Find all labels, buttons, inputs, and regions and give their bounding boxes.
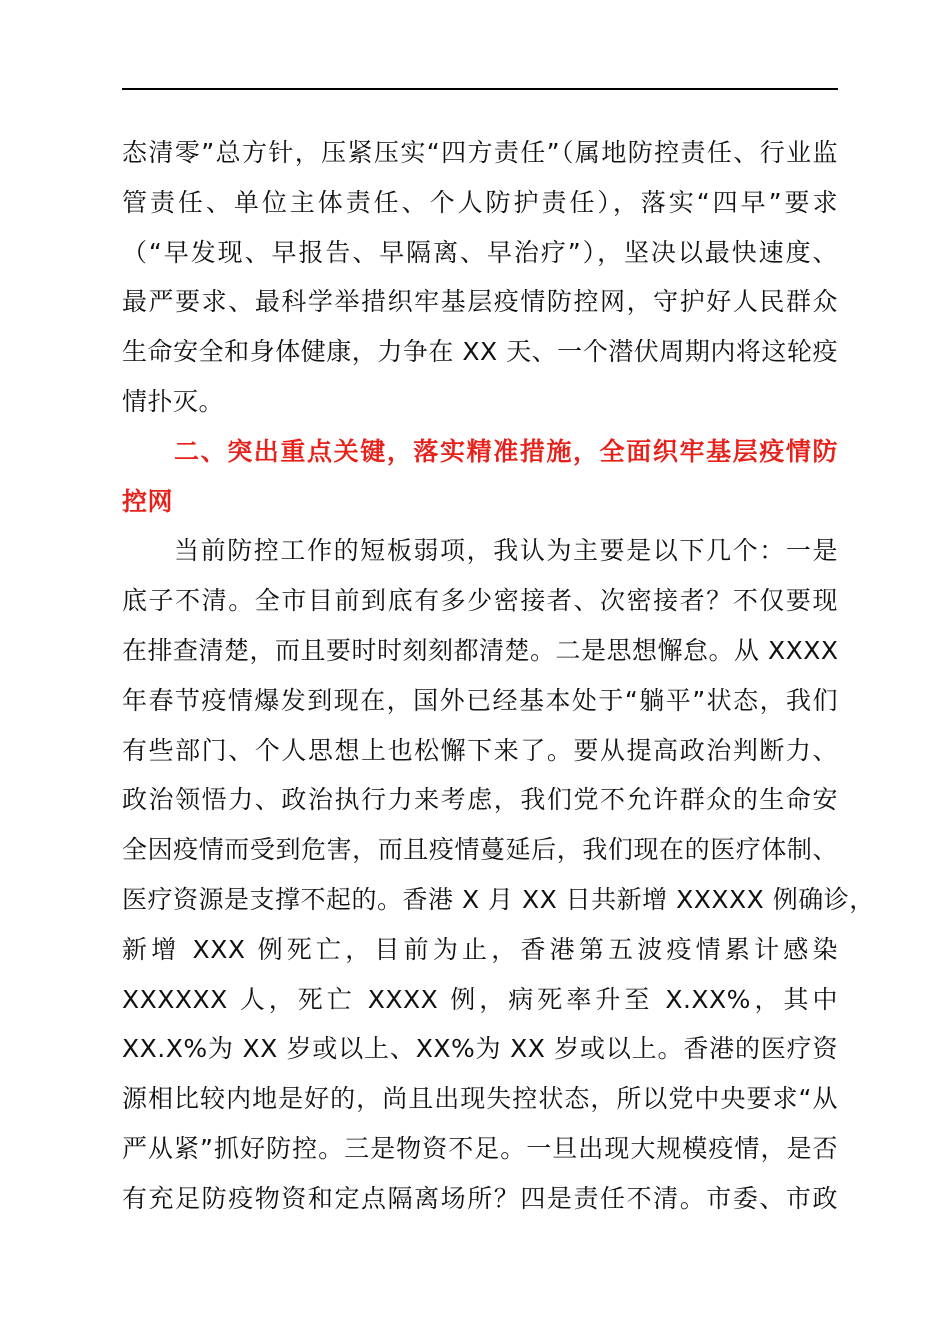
text-line: 生命安全和身体健康，力争在 XX 天、一个潜伏周期内将这轮疫 [122, 337, 838, 367]
text-line: 管责任、单位主体责任、个人防护责任），落实“四早”要求 [122, 187, 838, 217]
text-line: 政治领悟力、政治执行力来考虑，我们党不允许群众的生命安 [122, 785, 838, 815]
text-line: （“早发现、早报告、早隔离、早治疗”），坚决以最快速度、 [122, 237, 838, 267]
text-line: 医疗资源是支撑不起的。香港 X 月 XX 日共新增 XXXXX 例确诊， [122, 884, 875, 914]
document-body [122, 128, 875, 1224]
heading-line: 二、突出重点关键，落实精准措施，全面织牢基层疫情防 [174, 436, 838, 466]
text-line: 底子不清。全市目前到底有多少密接者、次密接者？不仅要现 [122, 586, 838, 616]
heading-line: 控网 [122, 486, 174, 516]
text-line: 源相比较内地是好的，尚且出现失控状态，所以党中央要求“从 [122, 1084, 838, 1114]
text-line: 在排查清楚，而且要时时刻刻都清楚。二是思想懈怠。从 XXXX [122, 635, 839, 665]
text-line: 有充足防疫物资和定点隔离场所？四是责任不清。市委、市政 [122, 1183, 838, 1213]
text-line: XX.X%为 XX 岁或以上、XX%为 XX 岁或以上。香港的医疗资 [122, 1034, 838, 1064]
body-paragraph [122, 526, 875, 1223]
text-line: 态清零”总方针，压紧压实“四方责任”（属地防控责任、行业监 [122, 138, 838, 167]
text-line: 年春节疫情爆发到现在，国外已经基本处于“躺平”状态，我们 [122, 685, 838, 715]
text-line: 新增 XXX 例死亡，目前为止，香港第五波疫情累计感染 [122, 934, 838, 964]
text-line: 当前防控工作的短板弱项，我认为主要是以下几个：一是 [174, 536, 838, 566]
text-line: XXXXXX 人，死亡 XXXX 例，病死率升至 X.XX%，其中 [122, 984, 838, 1014]
text-line: 全因疫情而受到危害，而且疫情蔓延后，我们现在的医疗体制、 [122, 835, 838, 865]
text-line: 严从紧”抓好防控。三是物资不足。一旦出现大规模疫情，是否 [122, 1133, 838, 1163]
text-line: 情扑灭。 [122, 386, 225, 416]
text-line: 最严要求、最科学举措织牢基层疫情防控网，守护好人民群众 [122, 287, 838, 317]
text-line: 有些部门、个人思想上也松懈下来了。要从提高政治判断力、 [122, 735, 838, 765]
section-heading [122, 427, 838, 527]
header-divider [122, 88, 838, 90]
continued-paragraph [122, 128, 838, 427]
